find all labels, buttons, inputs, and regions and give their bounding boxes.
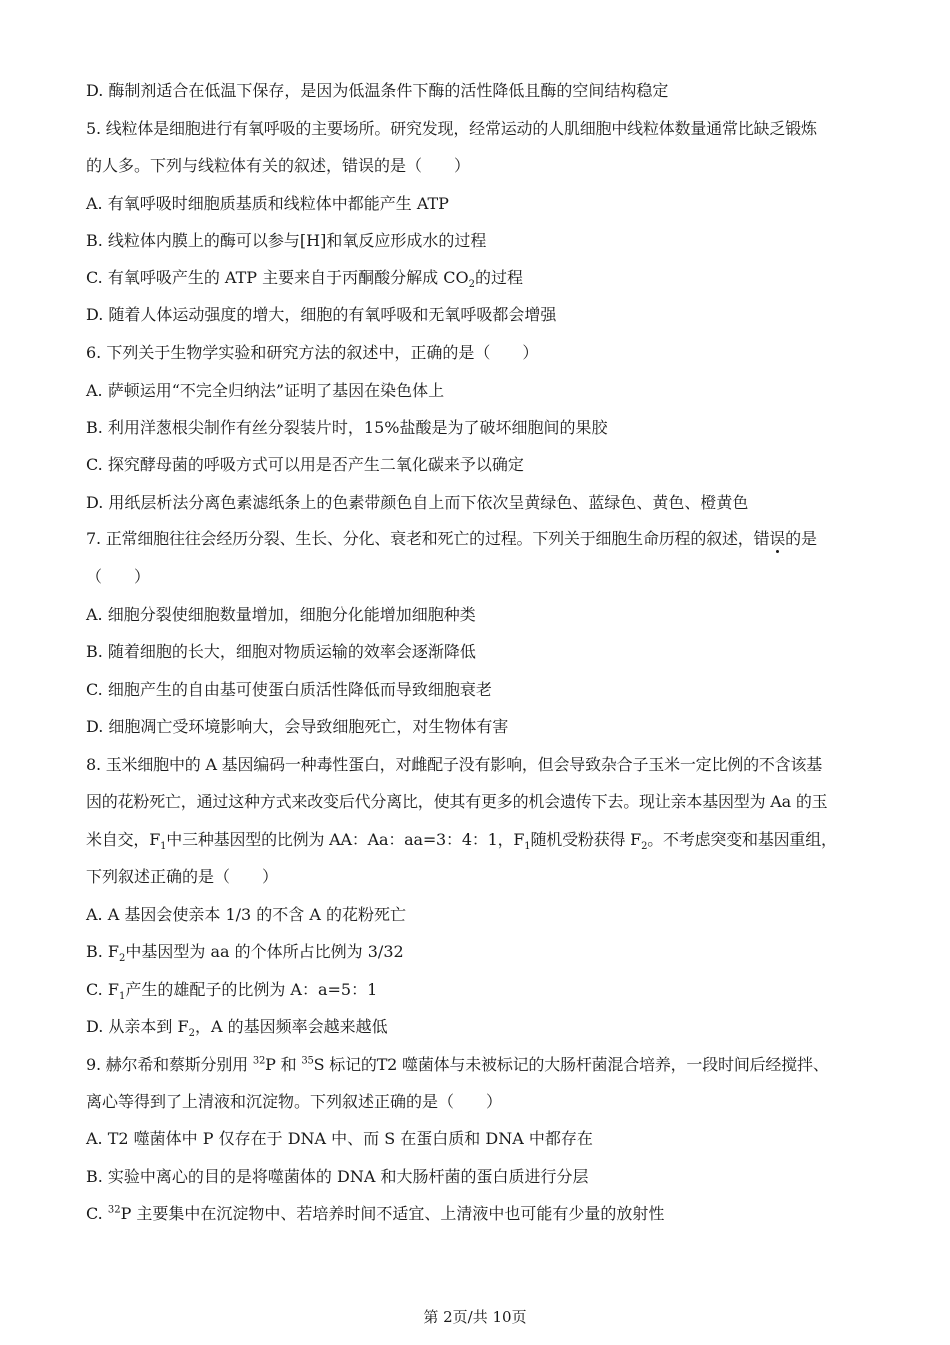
question-8-option-c <box>86 979 377 1001</box>
text: 9. 赫尔希和蔡斯分别用 <box>86 1055 253 1074</box>
text: 的过程 <box>474 268 523 287</box>
question-8-stem-cont <box>86 791 827 813</box>
text: 8. 玉米细胞中的 A 基因编码一种毒性蛋白，对雌配子没有影响，但会导致杂合子玉米一定比例的不含该基 <box>86 755 823 774</box>
text: ，A 的基因频率会越来越低 <box>195 1017 388 1036</box>
question-6-option-c <box>86 454 524 476</box>
question-6-option-a <box>86 380 444 402</box>
question-9-stem <box>86 1054 829 1076</box>
question-5-option-a <box>86 193 449 215</box>
text: 中三种基因型的比例为 AA：Aa：aa=3：4：1，F <box>166 830 525 849</box>
text: 下列叙述正确的是（ ） <box>86 867 279 886</box>
subscript: 2 <box>641 841 648 853</box>
question-7-stem <box>86 528 817 550</box>
text: S 标记的T2 噬菌体与未被标记的大肠杆菌混合培养，一段时间后经搅拌、 <box>313 1055 829 1074</box>
question-7-stem-cont <box>86 566 150 588</box>
text: （ ） <box>86 567 151 586</box>
text: 的人多。下列与线粒体有关的叙述，错误的是（ ） <box>86 156 471 175</box>
emphasis-dot-char: 误 <box>769 529 786 548</box>
subscript: 2 <box>119 953 126 965</box>
subscript: 1 <box>160 841 167 853</box>
text: B. 线粒体内膜上的酶可以参与[H]和氧反应形成水的过程 <box>86 231 487 250</box>
question-4-option-d <box>86 80 668 102</box>
question-5-stem <box>86 118 817 140</box>
text: C. <box>86 1204 108 1223</box>
question-8-stem-cont <box>86 829 837 851</box>
question-8-stem <box>86 754 822 776</box>
question-8-option-a <box>86 904 406 926</box>
text: B. F <box>86 942 120 961</box>
text: 产生的雄配子的比例为 A：a=5：1 <box>125 980 378 999</box>
subscript: 1 <box>118 991 126 1003</box>
text: D. 细胞凋亡受环境影响大，会导致细胞死亡，对生物体有害 <box>86 717 509 736</box>
question-5-stem-cont <box>86 155 470 177</box>
text: D. 酶制剂适合在低温下保存，是因为低温条件下酶的活性降低且酶的空间结构稳定 <box>86 81 669 100</box>
text: 的是 <box>785 529 817 548</box>
question-9-option-b <box>86 1166 589 1188</box>
superscript: 32 <box>107 1204 121 1216</box>
question-5-option-c <box>86 267 523 289</box>
text: 中基因型为 aa 的个体所占比例为 3/32 <box>125 942 404 961</box>
question-6-stem <box>86 342 538 364</box>
text: 米自交，F <box>86 830 161 849</box>
superscript: 35 <box>301 1055 314 1067</box>
question-9-stem-cont <box>86 1091 502 1113</box>
question-6-option-b <box>86 417 608 439</box>
page-number-footer: 第 2页/共 10页 <box>423 1308 527 1326</box>
subscript: 2 <box>188 1028 195 1040</box>
text: A. 萨顿运用“不完全归纳法”证明了基因在染色体上 <box>86 381 445 400</box>
text: P 主要集中在沉淀物中、若培养时间不适宜、上清液中也可能有少量的放射性 <box>120 1204 665 1223</box>
text: P 和 <box>265 1055 302 1074</box>
text: 随机受粉获得 F <box>530 830 642 849</box>
text: 7. 正常细胞往往会经历分裂、生长、分化、衰老和死亡的过程。下列关于细胞生命历程的叙述，错 <box>86 529 770 548</box>
text: D. 从亲本到 F <box>86 1017 189 1036</box>
text: B. 利用洋葱根尖制作有丝分裂装片时，15%盐酸是为了破坏细胞间的果胶 <box>86 418 608 437</box>
text: D. 随着人体运动强度的增大，细胞的有氧呼吸和无氧呼吸都会增强 <box>86 305 557 324</box>
text: C. 细胞产生的自由基可使蛋白质活性降低而导致细胞衰老 <box>86 680 492 699</box>
question-8-option-b <box>86 941 404 963</box>
subscript: 2 <box>468 279 475 291</box>
text: B. 实验中离心的目的是将噬菌体的 DNA 和大肠杆菌的蛋白质进行分层 <box>86 1167 589 1186</box>
text: 因的花粉死亡，通过这种方式来改变后代分离比，使其有更多的机会遗传下去。现让亲本基因型为 Aa 的玉 <box>86 792 828 811</box>
text: A. T2 噬菌体中 P 仅存在于 DNA 中、而 S 在蛋白质和 DNA 中都存在 <box>86 1129 593 1148</box>
question-7-option-d <box>86 716 508 738</box>
text: C. 探究酵母菌的呼吸方式可以用是否产生二氧化碳来予以确定 <box>86 455 524 474</box>
question-6-option-d <box>86 492 748 514</box>
question-7-option-b <box>86 641 476 663</box>
question-9-option-c <box>86 1203 664 1225</box>
text: 6. 下列关于生物学实验和研究方法的叙述中，正确的是（ ） <box>86 343 539 362</box>
question-7-option-a <box>86 604 476 626</box>
text: C. 有氧呼吸产生的 ATP 主要来自于丙酮酸分解成 CO <box>86 268 469 287</box>
text: 离心等得到了上清液和沉淀物。下列叙述正确的是（ ） <box>86 1092 503 1111</box>
question-8-option-d <box>86 1016 388 1038</box>
superscript: 32 <box>252 1055 266 1067</box>
question-7-option-c <box>86 679 492 701</box>
text: C. F <box>86 980 119 999</box>
text: 。不考虑突变和基因重组， <box>647 830 837 849</box>
question-8-stem-cont <box>86 866 278 888</box>
question-9-option-a <box>86 1128 593 1150</box>
text: A. 有氧呼吸时细胞质基质和线粒体中都能产生 ATP <box>86 194 449 213</box>
question-5-option-b <box>86 230 486 252</box>
text: B. 随着细胞的长大，细胞对物质运输的效率会逐渐降低 <box>86 642 476 661</box>
text: D. 用纸层析法分离色素滤纸条上的色素带颜色自上而下依次呈黄绿色、蓝绿色、黄色、橙黄色 <box>86 493 749 512</box>
text: A. 细胞分裂使细胞数量增加，细胞分化能增加细胞种类 <box>86 605 476 624</box>
subscript: 1 <box>524 841 531 853</box>
question-5-option-d <box>86 304 556 326</box>
text: 5. 线粒体是细胞进行有氧呼吸的主要场所。研究发现，经常运动的人肌细胞中线粒体数量通常比缺乏锻炼 <box>86 119 817 138</box>
text: A. A 基因会使亲本 1/3 的不含 A 的花粉死亡 <box>86 905 407 924</box>
